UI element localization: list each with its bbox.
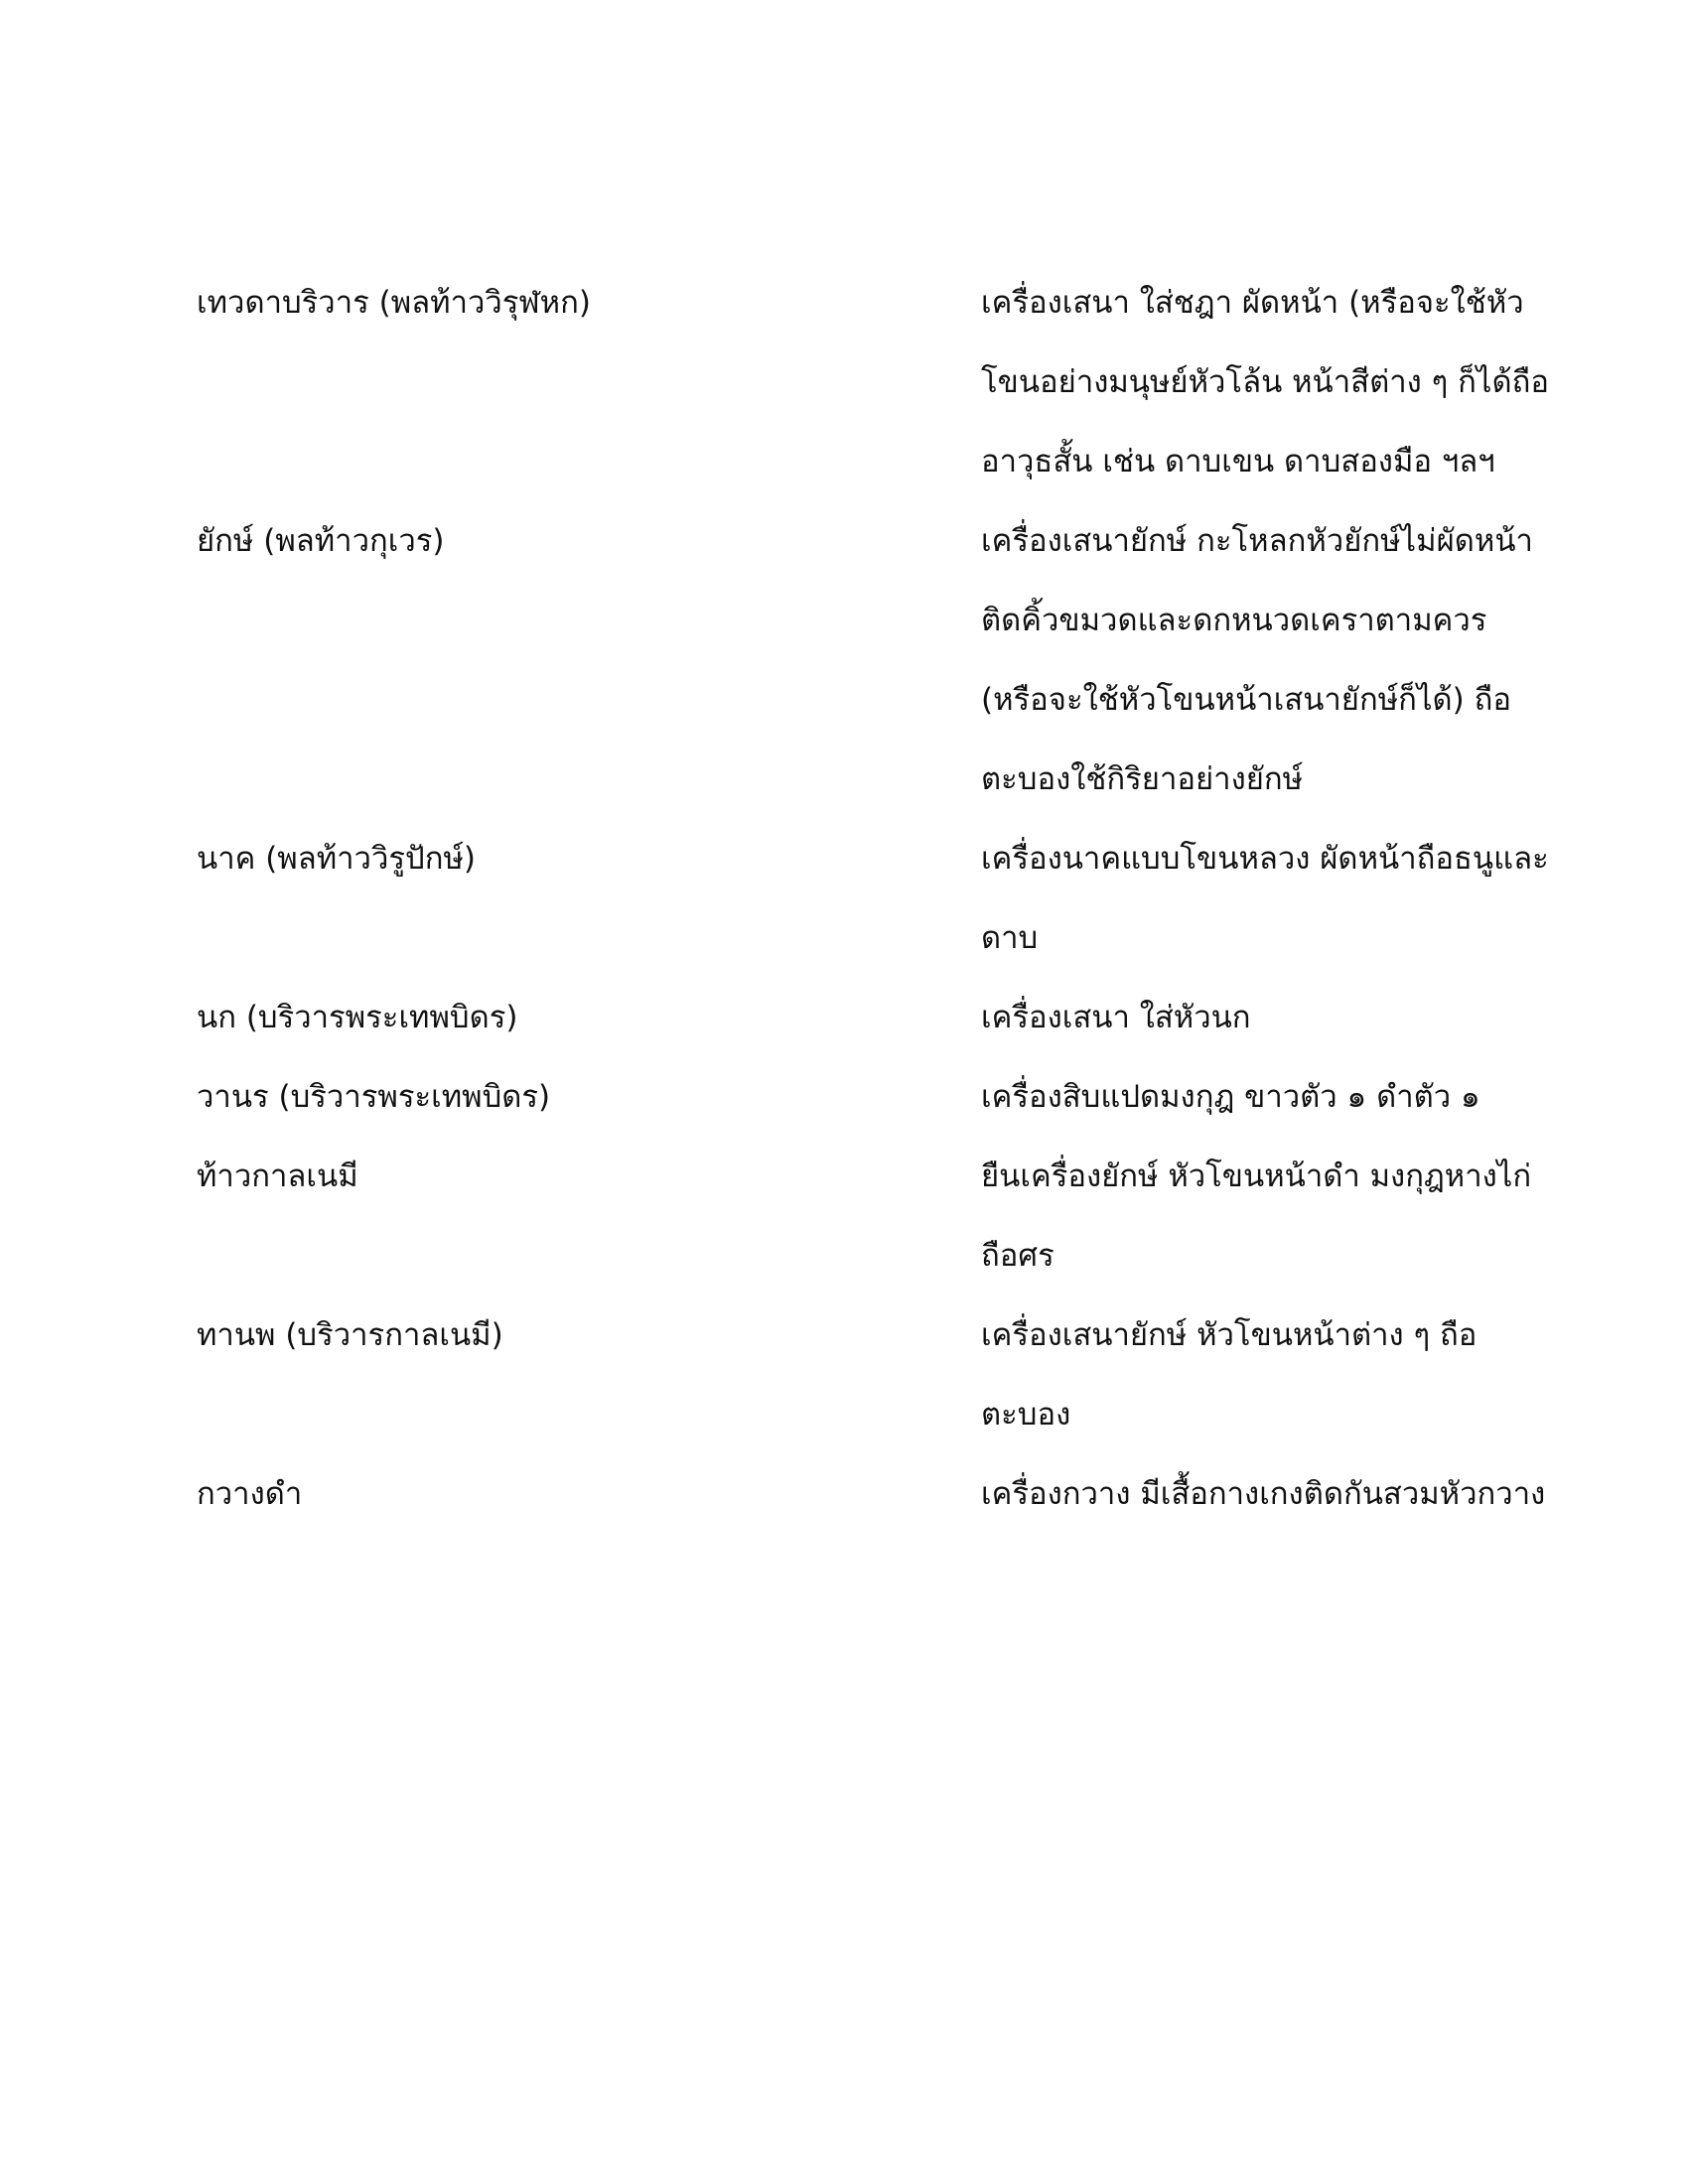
description-line: เครื่องเสนา ใส่หัวนก: [981, 1000, 1251, 1035]
character-name: กวางดำ: [197, 1476, 303, 1512]
description-line: ยืนเครื่องยักษ์ หัวโขนหน้าดำ มงกุฎหางไก่: [981, 1159, 1532, 1194]
description-line: อาวุธสั้น เช่น ดาบเขน ดาบสองมือ ฯลฯ: [981, 444, 1495, 479]
description-line: ถือศร: [981, 1238, 1055, 1274]
character-name: วานร (บริวารพระเทพบิดร): [197, 1079, 551, 1115]
description-line: โขนอย่างมนุษย์หัวโล้น หน้าสีต่าง ๆ ก็ได้ถือ: [981, 364, 1549, 400]
costume-description: [981, 1057, 1497, 1137]
character-name: ยักษ์ (พลท้าวกุเวร): [197, 523, 445, 559]
character-name: ทานพ (บริวารกาลเนมี): [197, 1317, 503, 1353]
costume-description: [981, 1454, 1546, 1534]
character-name: นก (บริวารพระเทพบิดร): [197, 1000, 518, 1035]
description-line: เครื่องเสนายักษ์ กะโหลกหัวยักษ์ไม่ผัดหน้า: [981, 523, 1533, 559]
description-line: (หรือจะใช้หัวโขนหน้าเสนายักษ์ก็ได้) ถือ: [981, 682, 1512, 718]
description-line: เครื่องนาคแบบโขนหลวง ผัดหน้าถือธนูและ: [981, 841, 1549, 877]
description-line: ตะบองใช้กิริยาอย่างยักษ์: [981, 761, 1304, 797]
costume-description: [981, 978, 1497, 1057]
costume-description: [981, 819, 1549, 978]
description-line: เครื่องเสนายักษ์ หัวโขนหน้าต่าง ๆ ถือ: [981, 1317, 1477, 1353]
description-line: เครื่องสิบแปดมงกุฎ ขาวตัว ๑ ดำตัว ๑: [981, 1079, 1480, 1115]
costume-description: [981, 501, 1533, 819]
character-name: ท้าวกาลเนมี: [197, 1159, 358, 1194]
costume-description: [981, 263, 1549, 501]
character-name: นาค (พลท้าววิรูปักษ์): [197, 841, 476, 877]
description-line: ติดคิ้วขมวดและดกหนวดเคราตามควร: [981, 603, 1487, 638]
description-line: เครื่องเสนา ใส่ชฎา ผัดหน้า (หรือจะใช้หัว: [981, 285, 1524, 321]
description-line: ดาบ: [981, 920, 1039, 956]
description-line: เครื่องกวาง มีเสื้อกางเกงติดกันสวมหัวกวาง: [981, 1476, 1546, 1512]
character-name: เทวดาบริวาร (พลท้าววิรุฬหก): [197, 285, 591, 321]
costume-description: [981, 1296, 1497, 1454]
costume-description: [981, 1137, 1532, 1296]
description-line: ตะบอง: [981, 1397, 1071, 1433]
